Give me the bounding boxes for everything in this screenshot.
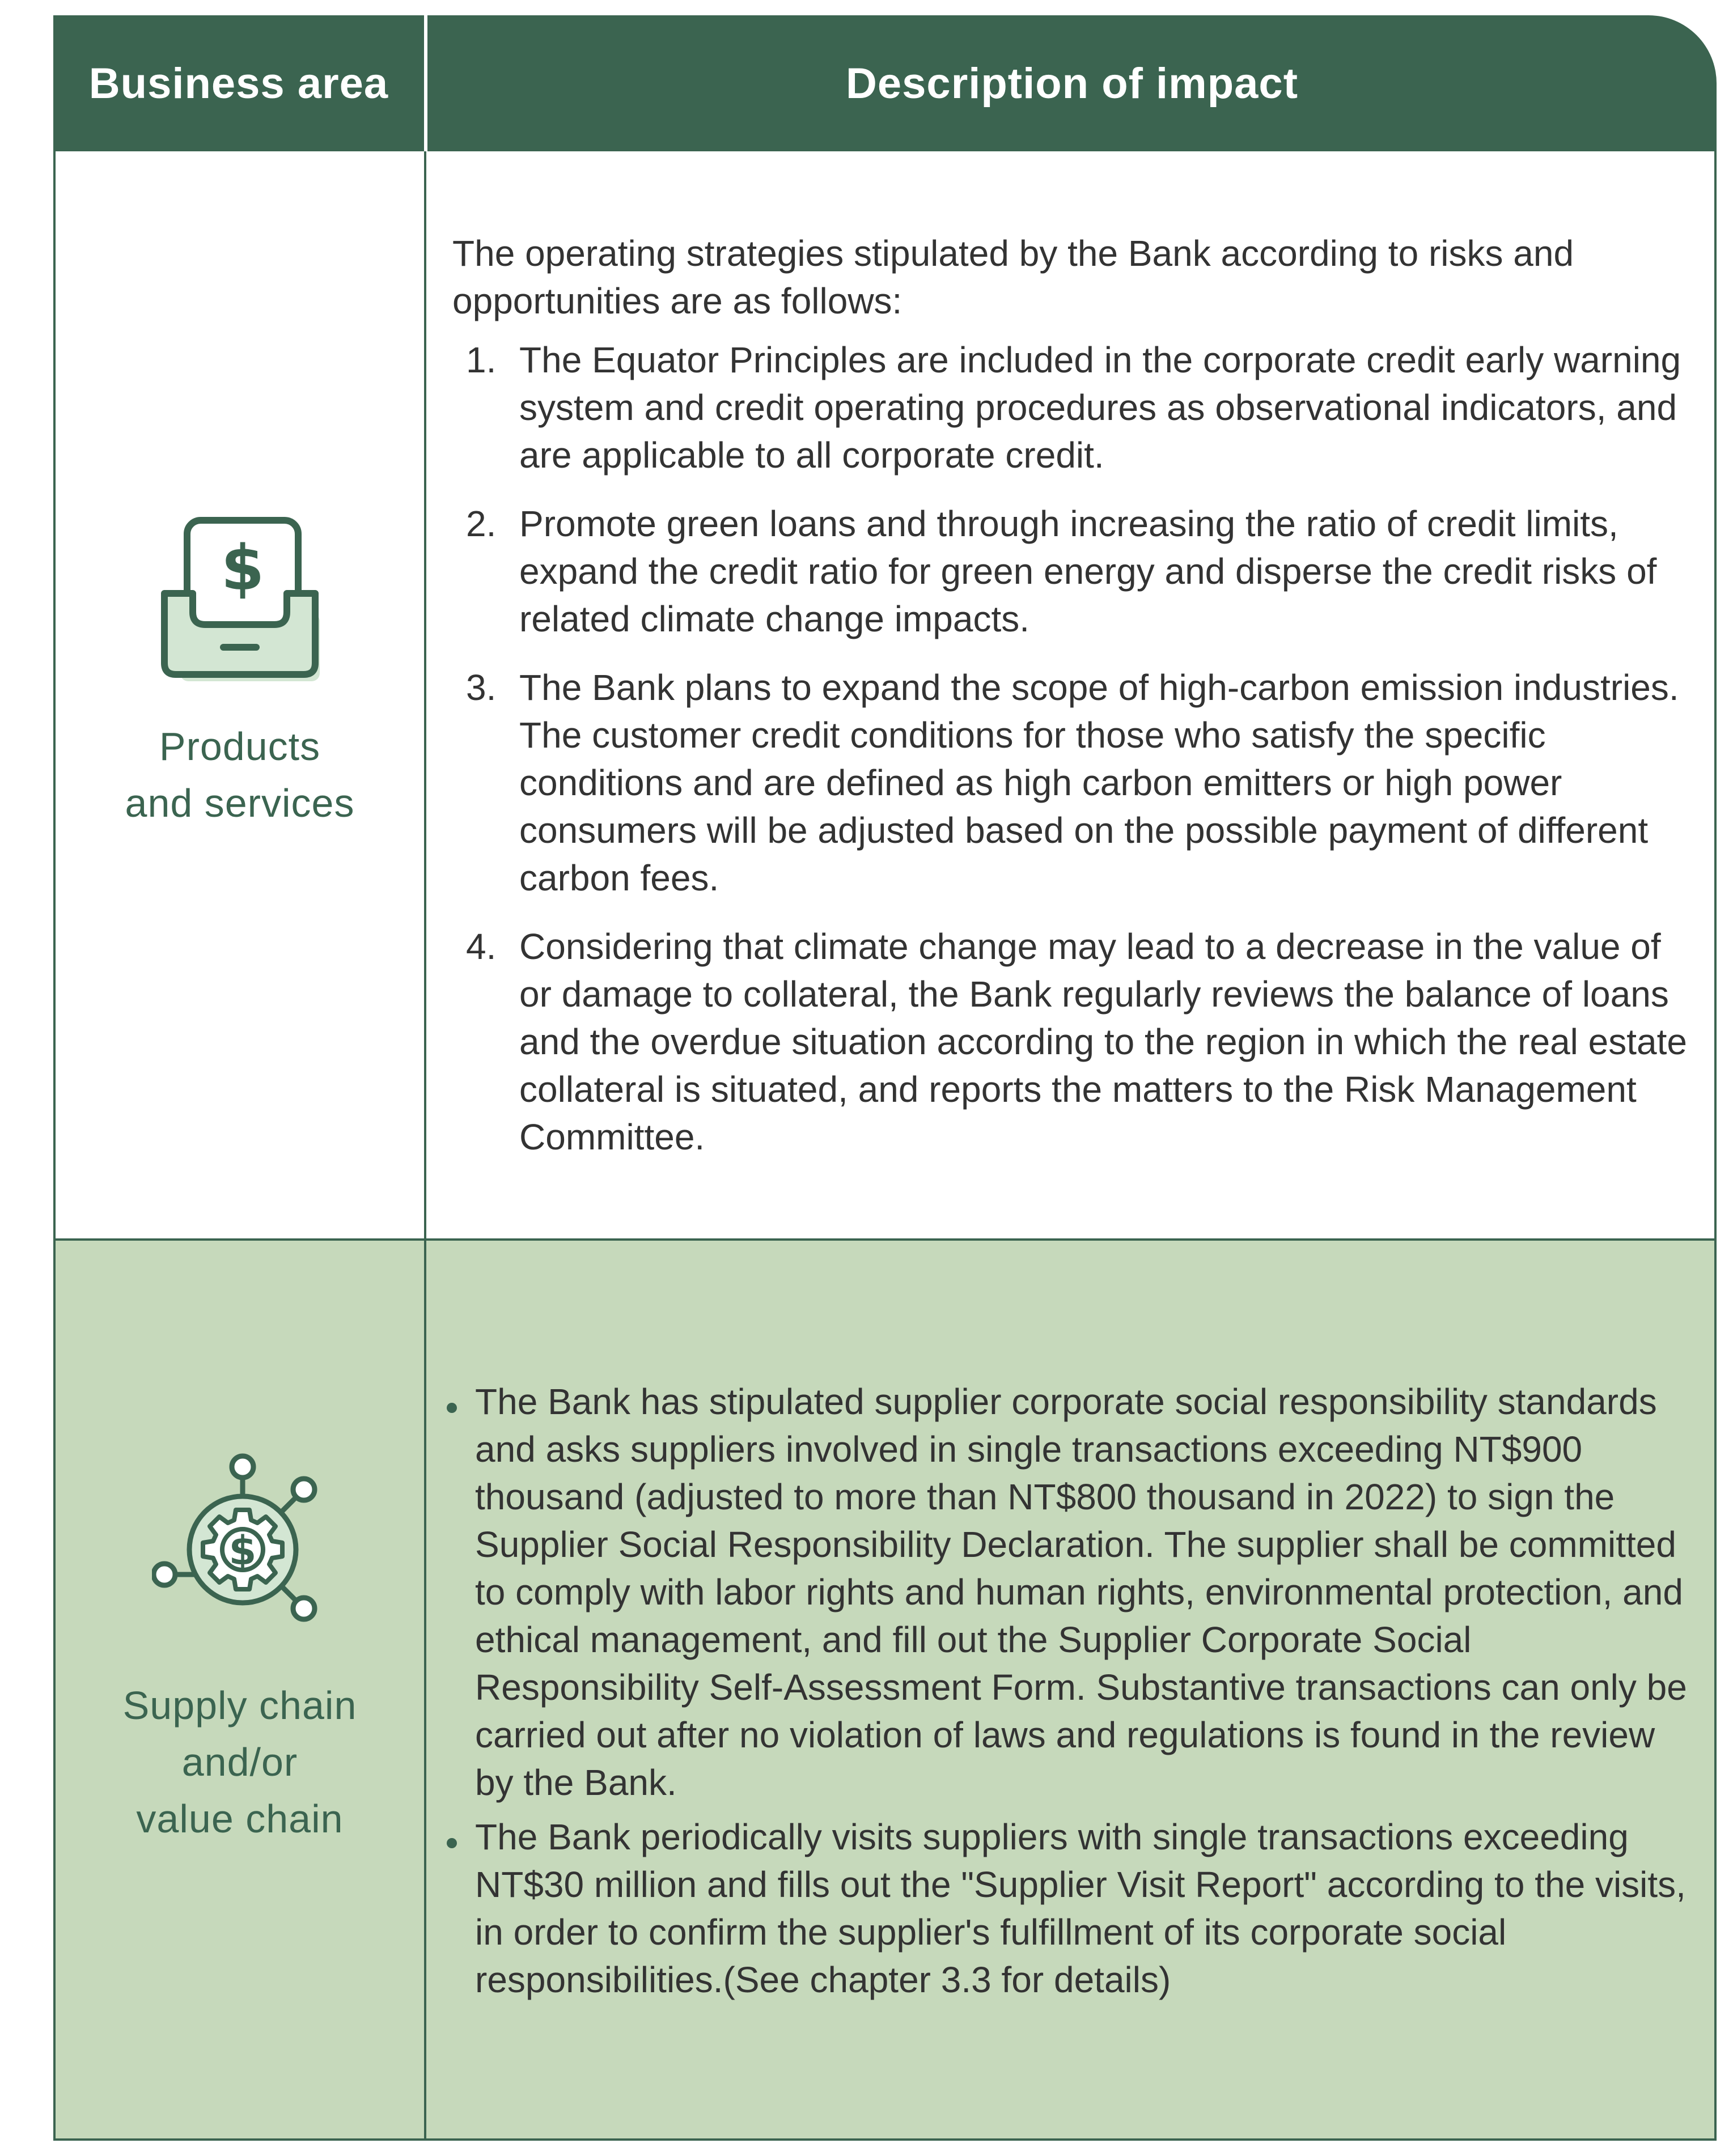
dollar-tray-icon <box>161 517 320 681</box>
header-description: Description of impact <box>846 59 1298 108</box>
impact-table <box>53 15 1717 2141</box>
supply-label-line2: and/or <box>181 1740 298 1784</box>
header-business-area: Business area <box>88 59 389 108</box>
supply-label-line3: value chain <box>136 1797 344 1841</box>
column-divider <box>424 1241 426 2138</box>
table-row-supply-chain <box>53 1241 1717 2141</box>
table-header <box>53 15 1717 151</box>
list-item: 1. The Equator Principles are included in the corporate credit early warning system and credit operating procedures as observational indicators, and are applicable to all corporate credit. <box>466 339 1681 476</box>
column-divider <box>424 151 426 1238</box>
bullet-dot <box>447 1838 457 1848</box>
table-row-products <box>53 151 1717 1241</box>
list-item: 2. Promote green loans and through increasing the ratio of credit limits, expand the credit ratio for green energy and disperse the credit risks of related climate change impacts. <box>466 503 1657 639</box>
bullet-dot <box>447 1403 457 1413</box>
products-intro: The operating strategies stipulated by the Bank according to risks and opportunities are as follows: <box>452 233 1574 321</box>
supply-label-line1: Supply chain <box>122 1683 357 1728</box>
list-item: The Bank periodically visits suppliers with single transactions exceeding NT$30 million and fills out the "Supplier Visit Report" according to the visits, in order to confirm the supplier's fulfillment of its corporate social responsibilities.(See chapter 3.3 for details) <box>447 1813 1694 2004</box>
list-item: The Bank has stipulated supplier corporate social responsibility standards and asks suppliers involved in single transactions exceeding NT$900 thousand (adjusted to more than NT$800 thousand in 2022) to sign the Supplier Social Responsibility Declaration. The supplier shall be committed to comply with labor rights and human rights, environmental protection, and ethical management, and fill out the Supplier Corporate Social Responsibility Self-Assessment Form. Substantive transactions can only be carried out after no violation of laws and regulations is found in the review by the Bank. <box>447 1378 1694 1806</box>
svg-text:$: $ <box>221 532 265 604</box>
supply-description <box>447 1378 1694 2010</box>
svg-text:$: $ <box>228 1527 257 1574</box>
products-description <box>452 230 1688 1182</box>
supply-bullet-list <box>447 1378 1694 2004</box>
products-label-line1: Products <box>159 724 321 769</box>
strategy-list <box>452 336 1688 1161</box>
gear-dollar-network-icon <box>152 1453 333 1629</box>
products-label-line2: and services <box>125 781 355 825</box>
list-item: 3. The Bank plans to expand the scope of high-carbon emission industries. The customer credit conditions for those who satisfy the specific conditions and are defined as high carbon emitters or high power consumers will be adjusted based on the possible payment of different carbon fees. <box>466 667 1679 898</box>
list-item: 4. Considering that climate change may lead to a decrease in the value of or damage to collateral, the Bank regularly reviews the balance of loans and the overdue situation according to the region in which the real estate collateral is situated, and reports the matters to the Risk Management Committee. <box>466 926 1687 1157</box>
